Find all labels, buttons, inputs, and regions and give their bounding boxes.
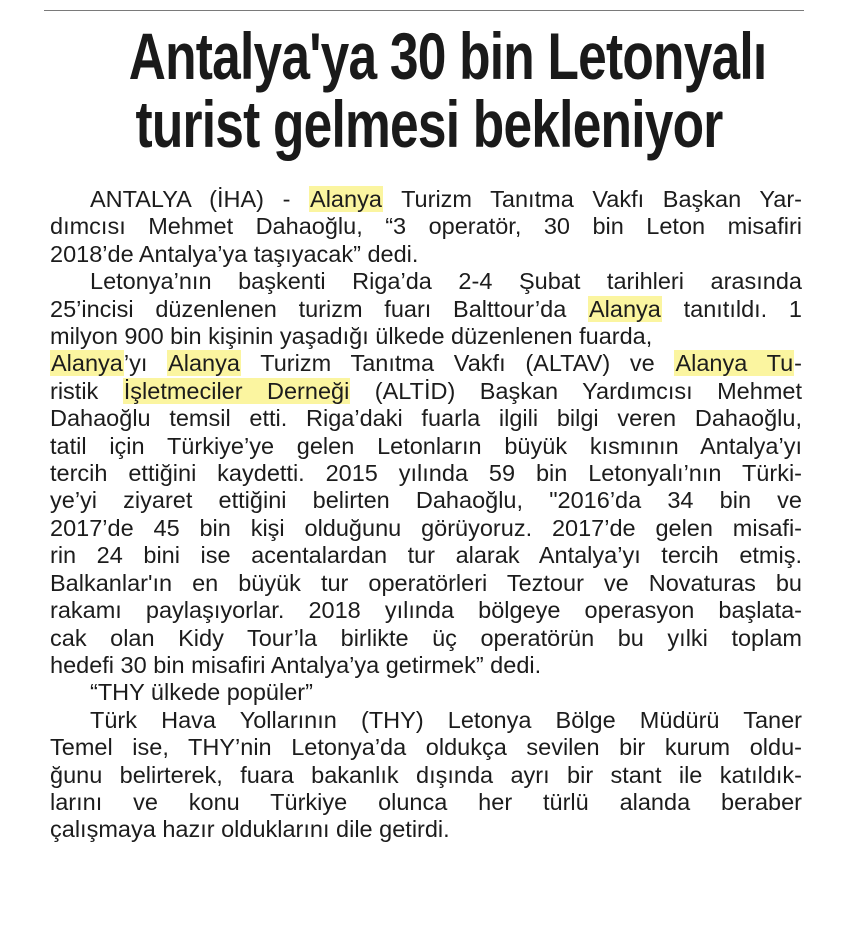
text-run: larını ve konu Türkiye olunca her türlü alanda beraber <box>50 788 802 815</box>
text-run: - <box>794 350 802 377</box>
article-line <box>50 378 802 405</box>
highlighted-term: Alanya <box>168 350 240 377</box>
article-line <box>50 625 802 652</box>
article-line <box>50 296 802 323</box>
text-run: ’yı <box>123 350 168 377</box>
headline <box>128 19 767 161</box>
text-run: ye’yi ziyaret ettiğini belirten Dahaoğlu, "2016’da 34 bin ve <box>50 487 802 514</box>
article-body <box>50 186 802 844</box>
article-line <box>50 213 802 240</box>
headline-line-2: turist gelmesi bekleniyor <box>135 87 723 161</box>
text-run: “THY ülkede popüler” <box>90 679 313 706</box>
article-line <box>50 241 802 268</box>
text-run: rin 24 bini ise acentalardan tur alarak Antalya’yı tercih etmiş. <box>50 542 802 569</box>
article-line <box>50 707 802 734</box>
article-line <box>50 789 802 816</box>
article-line <box>50 186 802 213</box>
top-rule <box>44 10 804 11</box>
text-run: milyon 900 bin kişinin yaşadığı ülkede düzenlenen fuarda, <box>50 323 653 350</box>
text-run: Türk Hava Yollarının (THY) Letonya Bölge Müdürü Taner <box>90 706 802 733</box>
article-line <box>50 816 802 843</box>
article-line <box>50 734 802 761</box>
highlighted-term: İşletmeciler Derneği <box>123 377 350 404</box>
article-line <box>50 268 802 295</box>
text-run: Letonya’nın başkenti Riga’da 2-4 Şubat tarihleri arasında <box>90 268 802 295</box>
text-run: cak olan Kidy Tour’la birlikte üç operatörün bu yılki toplam <box>50 624 802 651</box>
text-run: 2017’de 45 bin kişi olduğunu görüyoruz. 2017’de gelen misafi- <box>50 514 802 541</box>
highlighted-term: Alanya <box>50 350 123 377</box>
article-line <box>50 570 802 597</box>
highlighted-term: Alanya <box>589 295 661 322</box>
headline-line-1: Antalya'ya 30 bin Letonyalı <box>128 19 767 93</box>
article-line <box>50 515 802 542</box>
text-run: 25’incisi düzenlenen turizm fuarı Balttour’da <box>50 295 588 322</box>
article-line <box>50 652 802 679</box>
text-run: tanıtıldı. 1 <box>661 295 802 322</box>
article-line <box>50 323 802 350</box>
text-run: dımcısı Mehmet Dahaoğlu, “3 operatör, 30 bin Leton misafiri <box>50 213 802 240</box>
article-line <box>50 433 802 460</box>
article-line <box>50 350 802 377</box>
text-run: hedefi 30 bin misafiri Antalya’ya getirmek” dedi. <box>50 651 542 678</box>
text-run: ristik <box>50 377 123 404</box>
text-run: ğunu belirterek, fuara bakanlık dışında ayrı bir stant ile katıldık- <box>50 761 802 788</box>
highlighted-term: Alanya <box>310 186 382 212</box>
text-run: 2018’de Antalya’ya taşıyacak” dedi. <box>50 240 419 267</box>
text-run: Dahaoğlu temsil etti. Riga’daki fuarla ilgili bilgi veren Dahaoğlu, <box>50 405 802 432</box>
article-line <box>50 679 802 706</box>
article-line <box>50 460 802 487</box>
article-line <box>50 405 802 432</box>
text-run: Turizm Tanıtma Vakfı (ALTAV) ve <box>240 350 675 377</box>
article-line <box>50 597 802 624</box>
text-run: Balkanlar'ın en büyük tur operatörleri Teztour ve Novaturas bu <box>50 569 802 596</box>
text-run: rakamı paylaşıyorlar. 2018 yılında bölgeye operasyon başlata- <box>50 597 802 624</box>
text-run: ANTALYA (İHA) - <box>90 186 310 212</box>
text-run: Turizm Tanıtma Vakfı Başkan Yar- <box>382 186 802 212</box>
text-run: tatil için Türkiye’ye gelen Letonların büyük kısmının Antalya’yı <box>50 432 802 459</box>
text-run: Temel ise, THY’nin Letonya’da oldukça sevilen bir kurum oldu- <box>50 734 802 761</box>
article-line <box>50 542 802 569</box>
article-line <box>50 762 802 789</box>
article-line <box>50 487 802 514</box>
text-run: (ALTİD) Başkan Yardımcısı Mehmet <box>350 377 802 404</box>
highlighted-term: Alanya Tu <box>675 350 794 377</box>
text-run: çalışmaya hazır olduklarını dile getirdi. <box>50 816 450 843</box>
text-run: tercih ettiğini kaydetti. 2015 yılında 59 bin Letonyalı’nın Türki- <box>50 460 802 487</box>
